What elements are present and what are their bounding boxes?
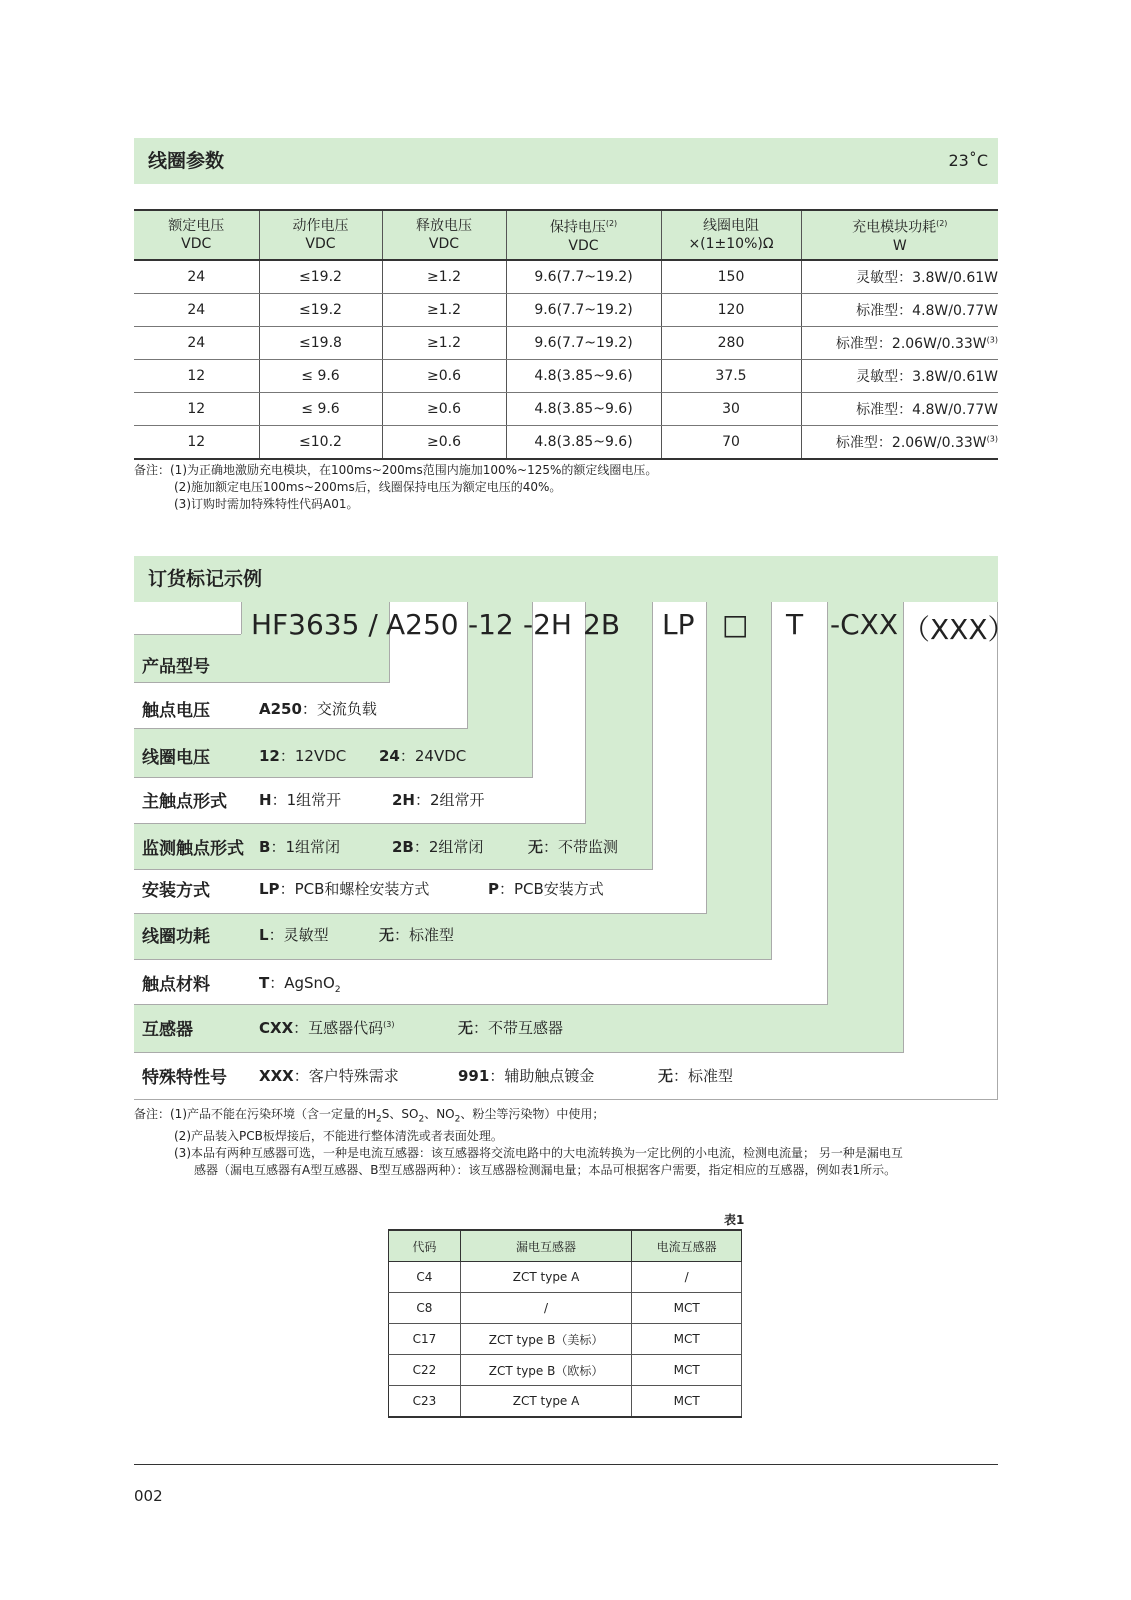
table-row: C23 ZCT type A MCT	[389, 1386, 742, 1418]
part-segment-coil-voltage: -12	[468, 608, 514, 641]
row-label-special-feature: 特殊特性号	[142, 1068, 227, 1088]
coil-table-header-row	[134, 210, 998, 260]
table1-header-current: 电流互感器	[632, 1230, 742, 1262]
option-main-contact-h: H：1组常开	[259, 791, 342, 809]
transformer-code-table	[388, 1229, 742, 1418]
ordering-notes	[134, 1106, 903, 1179]
option-coil-power-l: L：灵敏型	[259, 926, 329, 944]
header-release-voltage: 释放电压 VDC	[382, 210, 506, 260]
part-segment-contact-voltage: A250	[386, 608, 459, 641]
option-coil-power-standard: 无：标准型	[379, 926, 455, 944]
option-transformer-none: 无：不带互感器	[458, 1019, 564, 1037]
part-segment-monitor-contact: 2B	[583, 608, 621, 641]
header-coil-resistance: 线圈电阻 ×(1±10%)Ω	[661, 210, 801, 260]
ordering-note-1: 备注：(1)产品不能在污染环境（含一定量的$H_2S$、$SO_2$、$NO_2$、粉尘等污染物）中使用；	[134, 1107, 605, 1125]
ordering-note-3a: (3)本品有两种互感器可选，一种是电流互感器：该互感器将交流电路中的大电流转换为一定比例的小电流，检测电流量； 另一种是漏电互	[174, 1146, 903, 1161]
temperature-label: 23˚C	[948, 151, 988, 170]
coil-parameters-table	[134, 209, 998, 460]
coil-notes	[134, 462, 657, 513]
option-coil-voltage-12: 12：12VDC	[259, 747, 347, 765]
table1-header-leakage: 漏电互感器	[460, 1230, 631, 1262]
header-charge-module-power: 充电模块功耗$^{(2)}$ W	[801, 210, 998, 260]
option-monitor-contact-2b: 2B：2组常闭	[392, 838, 484, 856]
footer-rule	[134, 1464, 998, 1465]
coil-note-2: (2)施加额定电压100ms~200ms后，线圈保持电压为额定电压的40%。	[174, 480, 562, 494]
option-mounting-lp: LP：PCB和螺栓安装方式	[259, 880, 430, 898]
part-segment-special: （XXX）	[902, 613, 1016, 646]
ordering-note-2: (2)产品装入PCB板焊接后，不能进行整体清洗或者表面处理。	[174, 1129, 503, 1144]
part-number-lead-line	[134, 602, 241, 635]
option-monitor-contact-none: 无：不带监测	[528, 838, 619, 856]
option-mounting-p: P：PCB安装方式	[488, 880, 604, 898]
coil-section-title: 线圈参数	[148, 150, 225, 172]
option-special-xxx: XXX：客户特殊需求	[259, 1067, 399, 1085]
coil-note-3: (3)订购时需加特殊特性代码A01。	[174, 497, 359, 511]
coil-note-1: 备注：(1)为正确地激励充电模块，在100ms~200ms范围内施加100%~125%的额定线圈电压。	[134, 463, 658, 477]
table-row: 12 ≤ 9.6 ≥0.6 4.8(3.85~9.6) 30 标准型：4.8W/0.77W	[134, 393, 998, 426]
coil-section-title-bar	[134, 138, 998, 184]
part-segment-contact-material: T	[786, 608, 804, 641]
ordering-section-title-bar	[134, 556, 998, 602]
row-label-contact-voltage: 触点电压	[142, 701, 210, 721]
table1-caption: 表1	[724, 1213, 745, 1227]
option-transformer-cxx: CXX：互感器代码$^{(3)}$	[259, 1019, 395, 1037]
header-holding-voltage: 保持电压$^{(2)}$ VDC	[506, 210, 661, 260]
table1-header-code: 代码	[389, 1230, 461, 1262]
header-rated-voltage: 额定电压 VDC	[134, 210, 259, 260]
row-label-monitor-contact: 监测触点形式	[142, 839, 244, 859]
table-row: C17 ZCT type B（美标） MCT	[389, 1324, 742, 1355]
part-segment-mounting: LP	[662, 608, 695, 641]
row-label-mounting: 安装方式	[142, 881, 210, 901]
table-row: 24 ≤19.2 ≥1.2 9.6(7.7~19.2) 150 灵敏型：3.8W/0.61W	[134, 260, 998, 294]
table1-header-row	[389, 1230, 742, 1262]
row-label-coil-voltage: 线圈电压	[142, 748, 210, 768]
part-segment-coil-power: □	[722, 608, 749, 641]
ordering-code-diagram	[134, 602, 1016, 1100]
part-segment-main-contact: -2H	[523, 608, 572, 641]
part-segment-model: HF3635 /	[251, 608, 378, 641]
option-coil-voltage-24: 24：24VDC	[379, 747, 467, 765]
row-label-coil-power: 线圈功耗	[142, 927, 210, 947]
table-row: 24 ≤19.8 ≥1.2 9.6(7.7~19.2) 280 标准型：$2.06W/0.33W^{(3)}$	[134, 327, 998, 360]
part-number-divider	[241, 602, 242, 634]
table-row: 24 ≤19.2 ≥1.2 9.6(7.7~19.2) 120 标准型：4.8W/0.77W	[134, 294, 998, 327]
part-segment-transformer: -CXX	[830, 608, 899, 641]
option-contact-voltage-a250: A250：交流负载	[259, 700, 377, 718]
option-contact-material-t: T：AgSnO$_2$	[259, 974, 341, 995]
option-special-991: 991：辅助触点镀金	[458, 1067, 595, 1085]
row-label-product-model: 产品型号	[142, 657, 210, 677]
row-label-transformer: 互感器	[142, 1020, 193, 1040]
option-special-standard: 无：标准型	[658, 1067, 734, 1085]
option-monitor-contact-b: B：1组常闭	[259, 838, 340, 856]
table-row: C22 ZCT type B（欧标） MCT	[389, 1355, 742, 1386]
option-main-contact-2h: 2H：2组常开	[392, 791, 485, 809]
table-row: C4 ZCT type A /	[389, 1262, 742, 1293]
page-number: 002	[134, 1487, 163, 1505]
table-row: C8 / MCT	[389, 1293, 742, 1324]
row-label-main-contact: 主触点形式	[142, 792, 227, 812]
table-row: 12 ≤10.2 ≥0.6 4.8(3.85~9.6) 70 标准型：$2.06W/0.33W^{(3)}$	[134, 426, 998, 460]
ordering-note-3b: 感器（漏电互感器有A型互感器、B型互感器两种）：该互感器检测漏电量；本品可根据客户需要，指定相应的互感器，例如表1所示。	[194, 1163, 897, 1178]
header-pickup-voltage: 动作电压 VDC	[259, 210, 382, 260]
ordering-section-title: 订货标记示例	[148, 568, 263, 590]
table-row: 12 ≤ 9.6 ≥0.6 4.8(3.85~9.6) 37.5 灵敏型：3.8W/0.61W	[134, 360, 998, 393]
row-label-contact-material: 触点材料	[142, 975, 210, 995]
